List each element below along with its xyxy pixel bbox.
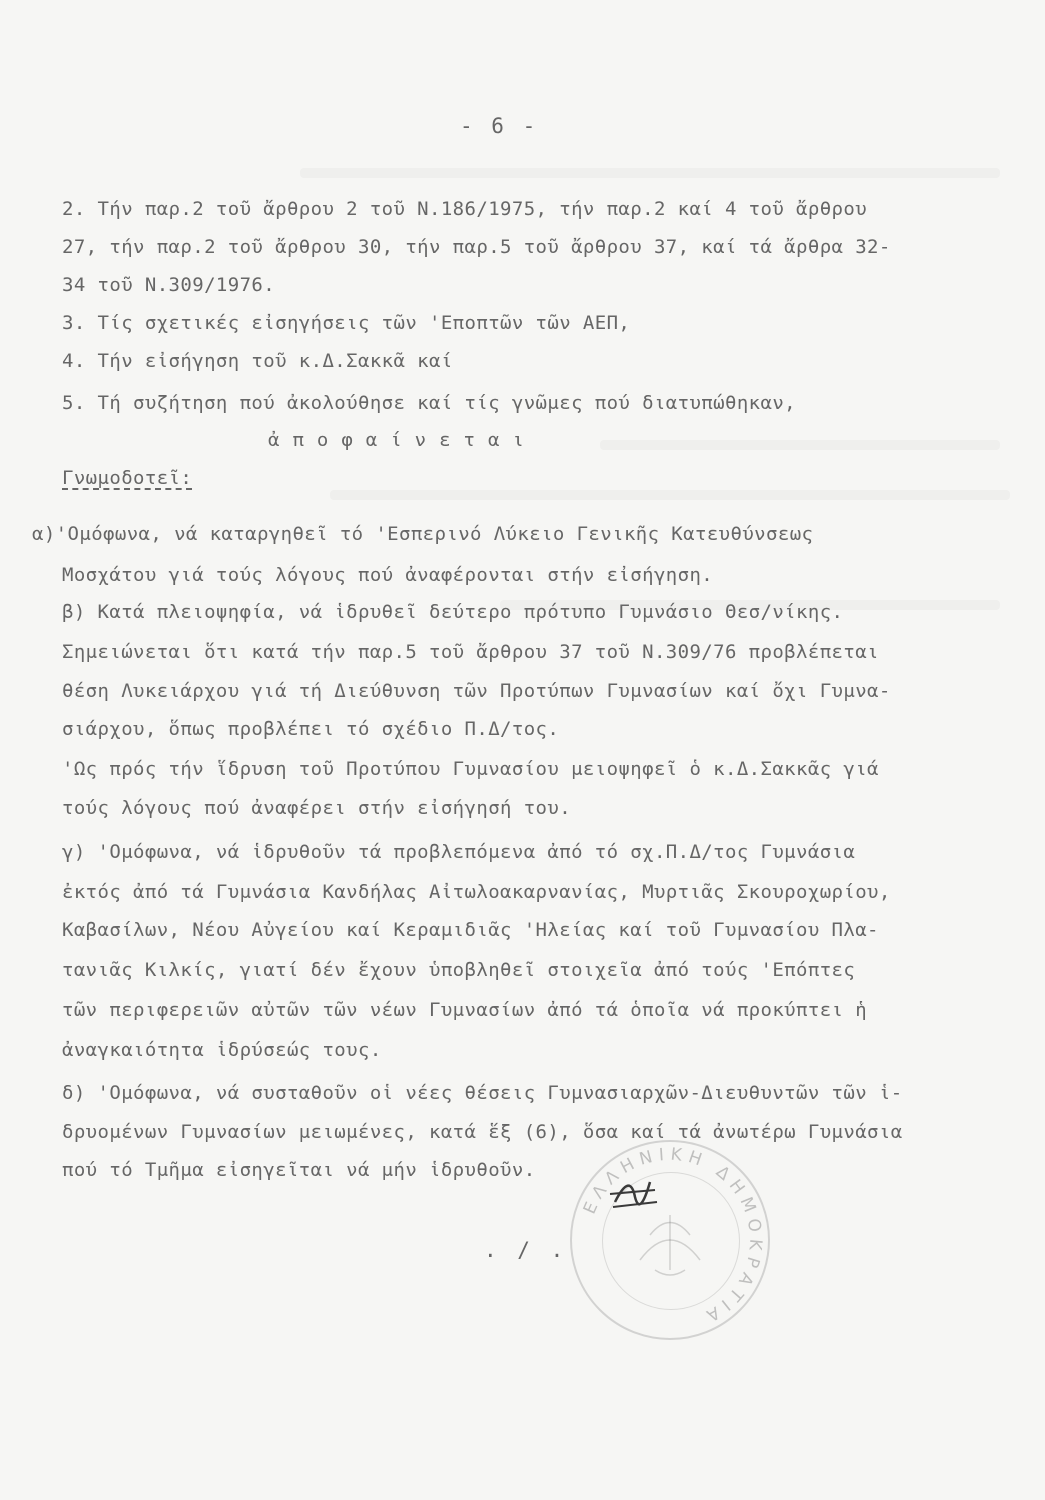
text-line: 2. Τήν παρ.2 τοῦ ἄρθρου 2 τοῦ Ν.186/1975, τήν παρ.2 καί 4 τοῦ ἄρθρου — [62, 198, 868, 220]
bleed-through-mark — [600, 440, 1000, 450]
official-stamp — [570, 1140, 770, 1340]
text-line: 34 τοῦ Ν.309/1976. — [62, 274, 276, 296]
text-line: σιάρχου, ὅπως προβλέπει τό σχέδιο Π.Δ/τος. — [62, 718, 560, 740]
text-line: 5. Τή συζήτηση πού ἀκολούθησε καί τίς γνῶμες πού διατυπώθηκαν, — [62, 392, 797, 414]
text-line: Μοσχάτου γιά τούς λόγους πού ἀναφέρονται στήν εἰσήγηση. — [62, 564, 714, 586]
text-line: τούς λόγους πού ἀναφέρει στήν εἰσήγησή του. — [62, 797, 572, 819]
text-line: Καβασίλων, Νέου Αὐγείου καί Κεραμιδιᾶς 'Ηλείας καί τοῦ Γυμνασίου Πλα- — [62, 919, 879, 941]
text-line: ἐκτός ἀπό τά Γυμνάσια Κανδήλας Αἰτωλοακαρνανίας, Μυρτιᾶς Σκουροχωρίου, — [62, 881, 891, 903]
text-line: θέση Λυκειάρχου γιά τή Διεύθυνση τῶν Προτύπων Γυμνασίων καί ὄχι Γυμνα- — [62, 680, 891, 702]
text-line: β) Κατά πλειοψηφία, νά ἱδρυθεῖ δεύτερο πρότυπο Γυμνάσιο Θεσ/νίκης. — [62, 601, 844, 623]
text-line: 4. Τήν εἰσήγηση τοῦ κ.Δ.Σακκᾶ καί — [62, 350, 453, 372]
text-line: ἀναγκαιότητα ἱδρύσεώς τους. — [62, 1039, 382, 1061]
text-line: δ) 'Ομόφωνα, νά συσταθοῦν οἱ νέες θέσεις Γυμνασιαρχῶν-Διευθυντῶν τῶν ἱ- — [62, 1082, 903, 1104]
text-line: πού τό Τμῆμα εἰσηγεῖται νά μήν ἱδρυθοῦν. — [62, 1159, 536, 1181]
text-line: 27, τήν παρ.2 τοῦ ἄρθρου 30, τήν παρ.5 τοῦ ἄρθρου 37, καί τά ἄρθρα 32- — [62, 236, 891, 258]
text-line: γ) 'Ομόφωνα, νά ἱδρυθοῦν τά προβλεπόμενα ἀπό τό σχ.Π.Δ/τος Γυμνάσια — [62, 841, 856, 863]
text-line: 3. Τίς σχετικές εἰσηγήσεις τῶν 'Εποπτῶν τῶν ΑΕΠ, — [62, 312, 631, 334]
signature — [605, 1162, 665, 1222]
section-heading: Γνωμοδοτεῖ: — [62, 467, 193, 489]
bleed-through-mark — [330, 490, 1010, 500]
stamp-text-ring — [570, 1140, 770, 1340]
text-line: α)'Ομόφωνα, νά καταργηθεῖ τό 'Εσπερινό Λύκειο Γενικῆς Κατευθύνσεως — [32, 523, 814, 545]
page-number: - 6 - — [460, 114, 539, 138]
continuation-mark: . / . — [484, 1238, 568, 1262]
svg-text:ΕΛΛΗΝΙΚΗ ΔΗΜΟΚΡΑΤΙΑ: ΕΛΛΗΝΙΚΗ ΔΗΜΟΚΡΑΤΙΑ — [579, 1144, 766, 1328]
text-line: τῶν περιφερειῶν αὐτῶν τῶν νέων Γυμνασίων ἀπό τά ὁποῖα νά προκύπτει ἡ — [62, 999, 868, 1021]
decision-word: ἀποφαίνεται — [268, 429, 537, 451]
bleed-through-mark — [300, 168, 1000, 178]
text-line: 'Ως πρός τήν ἵδρυση τοῦ Προτύπου Γυμνασίου μειοψηφεῖ ὁ κ.Δ.Σακκᾶς γιά — [62, 758, 879, 780]
text-line: δρυομένων Γυμνασίων μειωμένες, κατά ἕξ (6), ὅσα καί τά ἀνωτέρω Γυμνάσια — [62, 1121, 903, 1143]
text-line: τανιᾶς Κιλκίς, γιατί δέν ἔχουν ὑποβληθεῖ στοιχεῖα ἀπό τούς 'Επόπτες — [62, 959, 856, 981]
text-line: Σημειώνεται ὅτι κατά τήν παρ.5 τοῦ ἄρθρου 37 τοῦ Ν.309/76 προβλέπεται — [62, 641, 879, 663]
